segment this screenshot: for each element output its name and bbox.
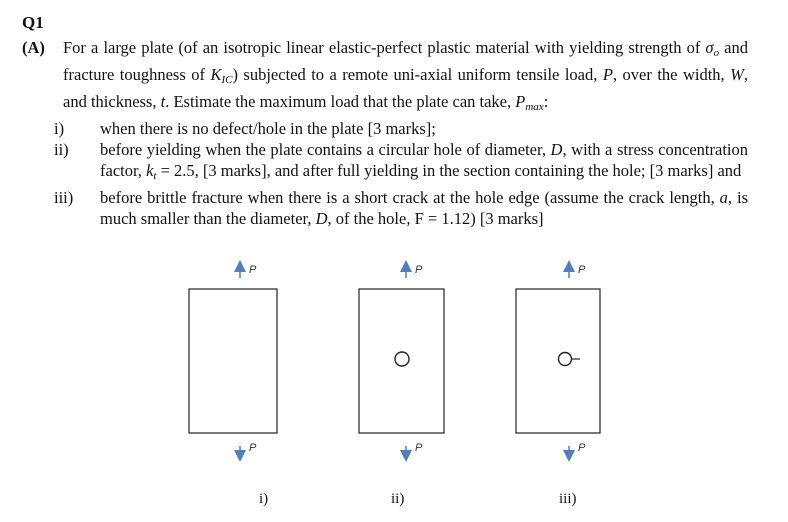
sub-question-i: i) when there is no defect/hole in the plate [3 marks]; <box>54 119 436 138</box>
part-label: (A) <box>22 38 45 57</box>
circular-hole-ii <box>395 352 409 366</box>
load-label-bottom-ii: P <box>415 442 423 454</box>
caption-ii: ii) <box>391 491 405 507</box>
plate-i-rect <box>189 289 277 433</box>
sigma-symbol: σ <box>705 38 714 57</box>
load-label-bottom-i: P <box>249 442 257 454</box>
caption-iii: iii) <box>559 491 577 507</box>
caption-i: i) <box>259 491 269 507</box>
question-number: Q1 <box>22 13 44 32</box>
plate-iii-rect <box>516 289 600 433</box>
circular-hole-iii <box>559 353 572 366</box>
sub-question-list <box>22 118 748 229</box>
load-label-top-i: P <box>249 264 257 276</box>
question-body <box>22 37 748 229</box>
plate-iii <box>516 266 600 456</box>
load-label-top-iii: P <box>578 264 586 276</box>
sub-question-iii: iii) before brittle fracture when there is a short crack at the hole edge (assume the crack length, a, is much smaller than the diameter, D, of the hole, F = 1.12) [3 marks] <box>54 188 748 228</box>
k-symbol: K <box>210 65 222 84</box>
sub-question-ii: ii) before yielding when the plate contains a circular hole of diameter, D, with a stress concentration factor, $k_t = 2.5$, [3 marks], and after full yielding in the section containing the hole; [3 marks] and <box>54 140 748 182</box>
load-label-bottom-iii: P <box>578 442 586 454</box>
plate-ii <box>359 266 444 456</box>
plate-ii-rect <box>359 289 444 433</box>
load-label-top-ii: P <box>415 264 423 276</box>
plate-i <box>189 266 277 456</box>
question-intro: (A) For a large plate (of an isotropic linear elastic-perfect plastic material with yielding strength of $\sigma_o$ and fracture toughness of $K_{IC}$) subjected to a remote uni-axial uniform tensile load, P, over the width, W, and thickness, t. Estimate the maximum load that the plate can take, $P_{max}$: <box>22 38 748 113</box>
